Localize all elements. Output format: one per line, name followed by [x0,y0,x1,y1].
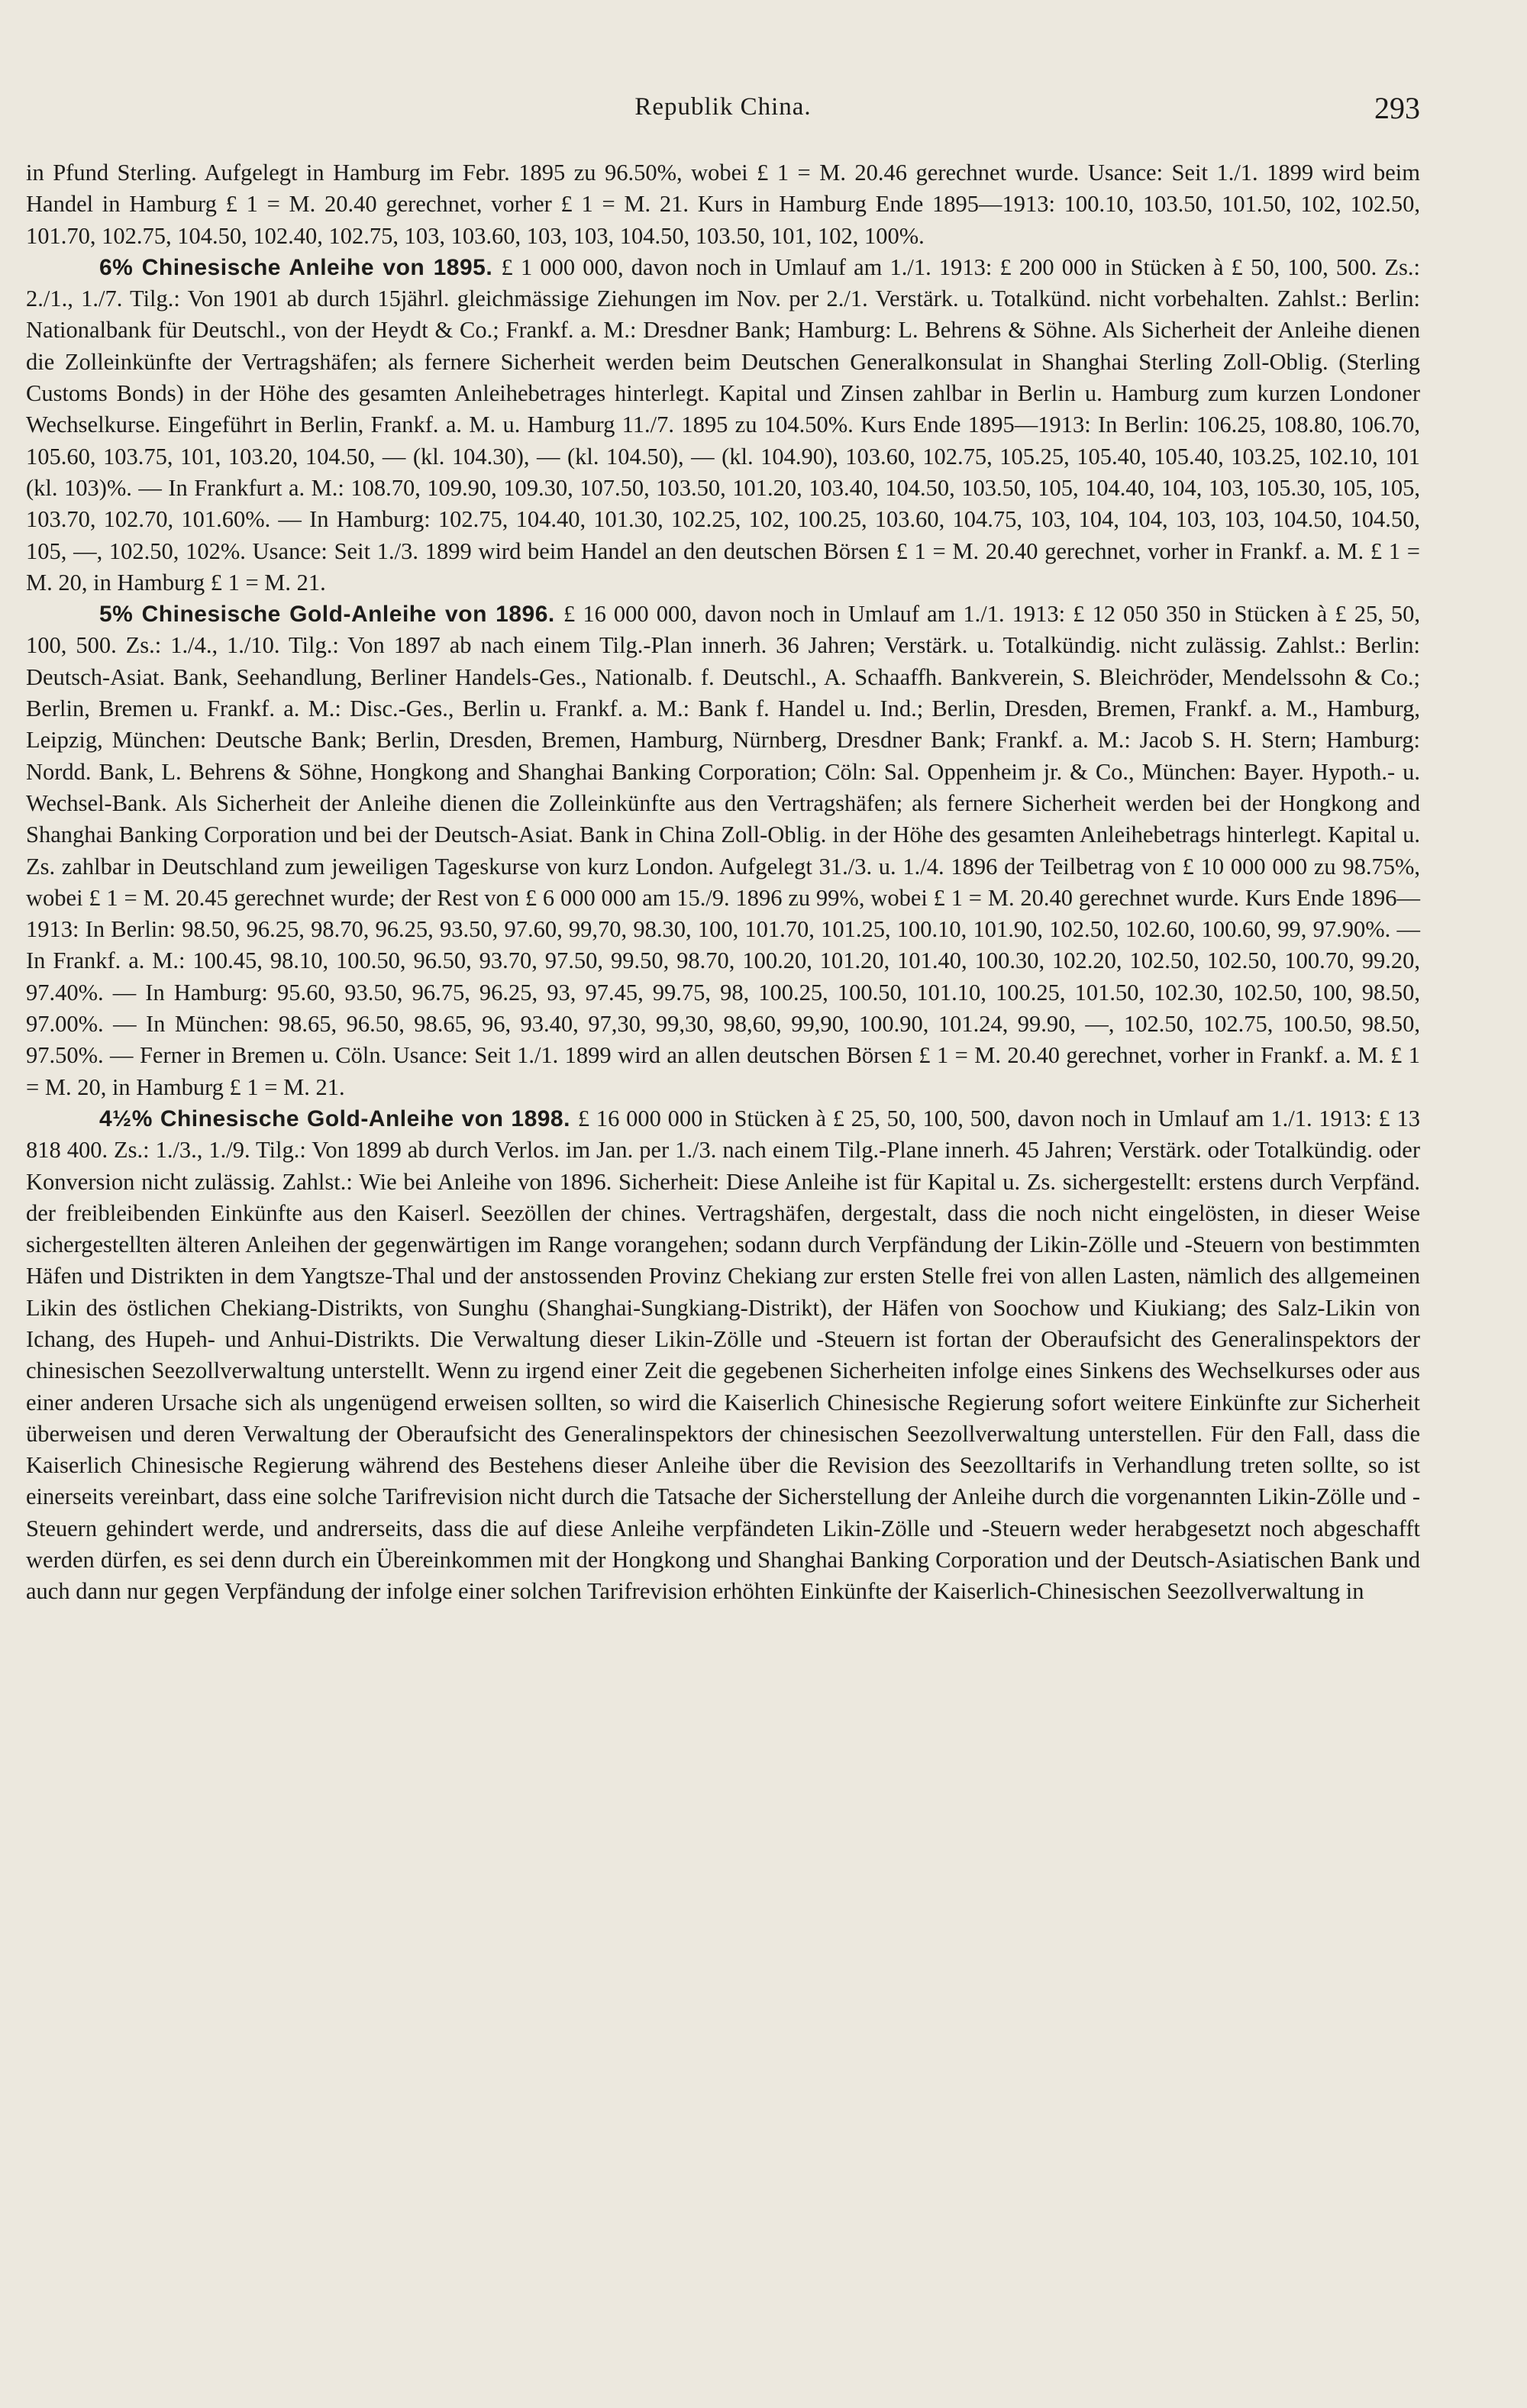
paragraph-loan-1896 [26,599,1420,1103]
paragraph-loan-1895 [26,252,1420,599]
paragraph-text: in Pfund Sterling. Aufgelegt in Hamburg im Febr. 1895 zu 96.50%, wobei £ 1 = M. 20.46 gerechnet wurde. Usance: Seit 1./1. 1899 wird beim Handel in Hamburg £ 1 = M. 20.40 gerechnet, vorher £ 1 = M. 21. Kurs in Hamburg Ende 1895—1913: 100.10, 103.50, 101.50, 102, 102.50, 101.70, 102.75, 104.50, 102.40, 102.75, 103, 103.60, 103, 103, 104.50, 103.50, 101, 102, 100%. [26,160,1420,249]
loan-heading-1895: 6% Chinesische Anleihe von 1895. [99,254,502,280]
paragraph-text: £ 1 000 000, davon noch in Umlauf am 1./1. 1913: £ 200 000 in Stücken à £ 50, 100, 500. Zs.: 2./1., 1./7. Tilg.: Von 1901 ab durch 15jährl. gleichmässige Ziehungen im Nov. per 2./1. Verstärk. u. Totalkünd. nicht vorbehalten. Zahlst.: Berlin: Nationalbank für Deutschl., von der Heydt & Co.; Frankf. a. M.: Dresdner Bank; Hamburg: L. Behrens & Söhne. Als Sicherheit der Anleihe dienen die Zolleinkünfte der Vertragshäfen; als fernere Sicherheit werden beim Deutschen Generalkonsulat in Shanghai Sterling Zoll-Oblig. (Sterling Customs Bonds) in der Höhe des gesamten Anleihebetrages hinterlegt. Kapital und Zinsen zahlbar in Berlin u. Hamburg zum kurzen Londoner Wechselkurse. Eingeführt in Berlin, Frankf. a. M. u. Hamburg 11./7. 1895 zu 104.50%. Kurs Ende 1895—1913: In Berlin: 106.25, 108.80, 106.70, 105.60, 103.75, 101, 103.20, 104.50, — (kl. 104.30), — (kl. 104.50), — (kl. 104.90), 103.60, 102.75, 105.25, 105.40, 105.40, 103.25, 102.10, 101 (kl. 103)%. — In Frankfurt a. M.: 108.70, 109.90, 109.30, 107.50, 103.50, 101.20, 103.40, 104.50, 103.50, 105, 104.40, 104, 103, 105.30, 105, 105, 103.70, 102.70, 101.60%. — In Hamburg: 102.75, 104.40, 101.30, 102.25, 102, 100.25, 103.60, 104.75, 103, 104, 104, 103, 103, 104.50, 104.50, 105, —, 102.50, 102%. Usance: Seit 1./3. 1899 wird beim Handel an den deutschen Börsen £ 1 = M. 20.40 gerechnet, vorher in Frankf. a. M. £ 1 = M. 20, in Hamburg £ 1 = M. 21. [26,253,1420,596]
page-number: 293 [1374,91,1420,125]
paragraph-loan-1898 [26,1103,1420,1608]
loan-heading-1896: 5% Chinesische Gold-Anleihe von 1896. [99,602,564,628]
paragraph-text: £ 16 000 000, davon noch in Umlauf am 1./1. 1913: £ 12 050 350 in Stücken à £ 25, 50, 100, 500. Zs.: 1./4., 1./10. Tilg.: Von 1897 ab nach einem Tilg.-Plan innerh. 36 Jahren; Verstärk. u. Totalkündig. nicht zulässig. Zahlst.: Berlin: Deutsch-Asiat. Bank, Seehandlung, Berliner Handels-Ges., Nationalb. f. Deutschl., A. Schaaffh. Bankverein, S. Bleichröder, Mendelssohn & Co.; Berlin, Bremen u. Frankf. a. M.: Disc.-Ges., Berlin u. Frankf. a. M.: Bank f. Handel u. Ind.; Berlin, Dresden, Bremen, Frankf. a. M., Hamburg, Leipzig, München: Deutsche Bank; Berlin, Dresden, Bremen, Hamburg, Nürnberg, Dresdner Bank; Frankf. a. M.: Jacob S. H. Stern; Hamburg: Nordd. Bank, L. Behrens & Söhne, Hongkong and Shanghai Banking Corporation; Cöln: Sal. Oppenheim jr. & Co., München: Bayer. Hypoth.- u. Wechsel-Bank. Als Sicherheit der Anleihe dienen die Zolleinkünfte aus den Vertragshäfen; als fernere Sicherheit werden bei der Hongkong and Shanghai Banking Corporation und bei der Deutsch-Asiat. Bank in China Zoll-Oblig. in der Höhe des gesamten Anleihebetrags hinterlegt. Kapital u. Zs. zahlbar in Deutschland zum jeweiligen Tageskurse von kurz London. Aufgelegt 31./3. u. 1./4. 1896 der Teilbetrag von £ 10 000 000 zu 98.75%, wobei £ 1 = M. 20.45 gerechnet wurde; der Rest von £ 6 000 000 am 15./9. 1896 zu 99%, wobei £ 1 = M. 20.40 gerechnet wurde. Kurs Ende 1896—1913: In Berlin: 98.50, 96.25, 98.70, 96.25, 93.50, 97.60, 99,70, 98.30, 100, 101.70, 101.25, 100.10, 101.90, 102.50, 102.60, 100.60, 99, 97.90%. — In Frankf. a. M.: 100.45, 98.10, 100.50, 96.50, 93.70, 97.50, 99.50, 98.70, 100.20, 101.20, 101.40, 100.30, 102.20, 102.50, 102.50, 100.70, 99.20, 97.40%. — In Hamburg: 95.60, 93.50, 96.75, 96.25, 93, 97.45, 99.75, 98, 100.25, 100.50, 101.10, 100.25, 101.50, 102.30, 102.50, 100, 98.50, 97.00%. — In München: 98.65, 96.50, 98.65, 96, 93.40, 97,30, 99,30, 98,60, 99,90, 100.90, 101.24, 99.90, —, 102.50, 102.75, 100.50, 98.50, 97.50%. — Ferner in Bremen u. Cöln. Usance: Seit 1./1. 1899 wird an allen deutschen Börsen £ 1 = M. 20.40 gerechnet, vorher in Frankf. a. M. £ 1 = M. 20, in Hamburg £ 1 = M. 21. [26,601,1421,1100]
running-title: Republik China. [634,93,812,121]
loan-heading-1898: 4½% Chinesische Gold-Anleihe von 1898. [99,1106,578,1131]
page-body [26,157,1420,1608]
paragraph-continuation [26,157,1420,252]
paragraph-text: £ 16 000 000 in Stücken à £ 25, 50, 100, 500, davon noch in Umlauf am 1./1. 1913: £ 13 818 400. Zs.: 1./3., 1./9. Tilg.: Von 1899 ab durch Verlos. im Jan. per 1./3. nach einem Tilg.-Plane innerh. 45 Jahren; Verstärk. oder Totalkündig. oder Konversion nicht zulässig. Zahlst.: Wie bei Anleihe von 1896. Sicherheit: Diese Anleihe ist für Kapital u. Zs. sichergestellt: erstens durch Verpfänd. der freibleibenden Einkünfte aus den Kaiserl. Seezöllen der chines. Vertragshäfen, dergestalt, dass die noch nicht eingelösten, in dieser Weise sichergestellten älteren Anleihen der gegenwärtigen im Range vorangehen; sodann durch Verpfändung der Likin-Zölle und -Steuern von bestimmten Häfen und Distrikten in dem Yangtsze-Thal und der anstossenden Provinz Chekiang zur ersten Stelle frei von allen Lasten, nämlich des allgemeinen Likin des östlichen Chekiang-Distrikts, von Sunghu (Shanghai-Sungkiang-Distrikt), der Häfen von Soochow und Kiukiang; des Salz-Likin von Ichang, des Hupeh- und Anhui-Distrikts. Die Verwaltung dieser Likin-Zölle und -Steuern ist fortan der Oberaufsicht des Generalinspektors der chinesischen Seezollverwaltung unterstellt. Wenn zu irgend einer Zeit die gegebenen Sicherheiten infolge eines Sinkens des Wechselkurses oder aus einer anderen Ursache sich als ungenügend erweisen sollten, so wird die Kaiserlich Chinesische Regierung sofort weitere Einkünfte zur Sicherheit überweisen und deren Verwaltung der Oberaufsicht des Generalinspektors der chinesischen Seezollverwaltung unterstellen. Für den Fall, dass die Kaiserlich Chinesische Regierung während des Bestehens dieser Anleihe über die Revision des Seezolltarifs in Verhandlung treten sollte, so ist einerseits vereinbart, dass eine solche Tarifrevision nicht durch die Tatsache der Sicherstellung der Anleihe durch die vorgenannten Likin-Zölle und -Steuern gehindert werde, und andrerseits, dass die auf diese Anleihe verpfändeten Likin-Zölle und -Steuern weder herabgesetzt noch abgeschafft werden dürfen, es sei denn durch ein Übereinkommen mit der Hongkong und Shanghai Banking Corporation und der Deutsch-Asiatischen Bank und auch dann nur gegen Verpfändung der infolge einer solchen Tarifrevision erhöhten Einkünfte der Kaiserlich-Chinesischen Seezollverwaltung in [26,1105,1420,1605]
page-header [26,82,1420,128]
